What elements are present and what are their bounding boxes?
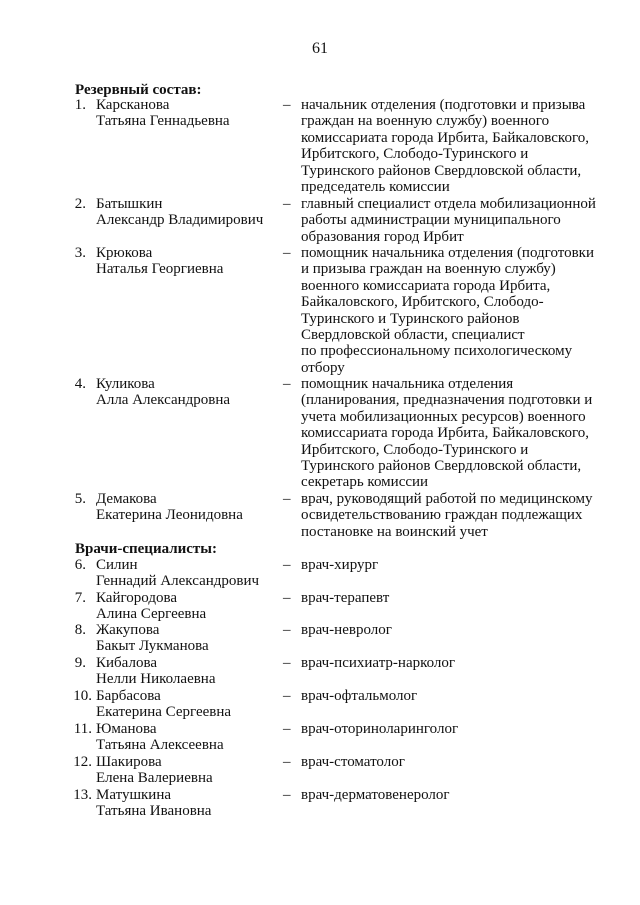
person-name: Жакупова Бакыт Лукманова bbox=[96, 622, 209, 655]
entry-dash: – bbox=[283, 196, 291, 212]
entry-number: 10. bbox=[73, 688, 92, 704]
entry-number: 1. bbox=[74, 97, 86, 113]
section-heading-specialists: Врачи-специалисты: bbox=[75, 541, 218, 557]
entry-dash: – bbox=[283, 721, 291, 737]
entry-dash: – bbox=[283, 376, 291, 392]
entry-dash: – bbox=[283, 655, 291, 671]
position-description: помощник начальника отделения (подготовки и призыва граждан на военную службу) военного комиссариата города Ирбита, Байкаловского, Ирбитского, Слободо- Туринского и Туринского районов Свердловской области, специалист по профессиональному психологическому отбору bbox=[301, 245, 594, 376]
entry-dash: – bbox=[283, 754, 291, 770]
person-name: Куликова Алла Александровна bbox=[96, 376, 231, 409]
entry-dash: – bbox=[283, 688, 291, 704]
position-description: врач-офтальмолог bbox=[301, 688, 418, 704]
person-name: Кибалова Нелли Николаевна bbox=[96, 655, 216, 688]
entry-dash: – bbox=[283, 97, 291, 113]
position-description: врач-психиатр-нарколог bbox=[301, 655, 456, 671]
person-name: Батышкин Александр Владимирович bbox=[96, 196, 264, 229]
position-description: врач-стоматолог bbox=[301, 754, 405, 770]
entry-dash: – bbox=[283, 590, 291, 606]
position-description: врач-дерматовенеролог bbox=[301, 787, 450, 803]
entry-number: 8. bbox=[74, 622, 86, 638]
entry-number: 4. bbox=[74, 376, 86, 392]
entry-dash: – bbox=[283, 557, 291, 573]
position-description: врач-хирург bbox=[301, 557, 379, 573]
entry-dash: – bbox=[283, 245, 291, 261]
entry-number: 9. bbox=[74, 655, 86, 671]
position-description: врач-оториноларинголог bbox=[301, 721, 459, 737]
position-description: главный специалист отдела мобилизационной работы администрации муниципального образования город Ирбит bbox=[301, 196, 596, 245]
entry-number: 3. bbox=[74, 245, 86, 261]
position-description: врач, руководящий работой по медицинскому освидетельствованию граждан подлежащих постановке на воинский учет bbox=[301, 491, 593, 540]
entry-number: 5. bbox=[74, 491, 86, 507]
entry-number: 13. bbox=[73, 787, 92, 803]
person-name: Демакова Екатерина Леонидовна bbox=[96, 491, 243, 524]
entry-dash: – bbox=[283, 622, 291, 638]
person-name: Шакирова Елена Валериевна bbox=[96, 754, 213, 787]
position-description: начальник отделения (подготовки и призыва граждан на военную службу) военного комиссариата города Ирбита, Байкаловского, Ирбитского, Слободо-Туринского и Туринского районов Свердловской области, председатель комиссии bbox=[301, 97, 589, 196]
entry-dash: – bbox=[283, 491, 291, 507]
entry-number: 6. bbox=[74, 557, 86, 573]
person-name: Матушкина Татьяна Ивановна bbox=[96, 787, 212, 820]
entry-number: 11. bbox=[73, 721, 92, 737]
position-description: врач-невролог bbox=[301, 622, 392, 638]
entry-number: 7. bbox=[74, 590, 86, 606]
position-description: врач-терапевт bbox=[301, 590, 390, 606]
section-heading-reserve: Резервный состав: bbox=[75, 82, 202, 98]
person-name: Карсканова Татьяна Геннадьевна bbox=[96, 97, 230, 130]
person-name: Силин Геннадий Александрович bbox=[96, 557, 260, 590]
person-name: Кайгородова Алина Сергеевна bbox=[96, 590, 207, 623]
person-name: Юманова Татьяна Алексеевна bbox=[96, 721, 224, 754]
position-description: помощник начальника отделения (планирования, предназначения подготовки и учета мобилизационных ресурсов) военного комиссариата города Ирбита, Байкаловского, Ирбитского, Слободо-Туринского и Туринского районов Свердловской области, секретарь комиссии bbox=[301, 376, 593, 491]
entry-dash: – bbox=[283, 787, 291, 803]
person-name: Крюкова Наталья Георгиевна bbox=[96, 245, 224, 278]
person-name: Барбасова Екатерина Сергеевна bbox=[96, 688, 232, 721]
page-number: 61 bbox=[312, 40, 328, 57]
entry-number: 12. bbox=[73, 754, 92, 770]
entry-number: 2. bbox=[74, 196, 86, 212]
